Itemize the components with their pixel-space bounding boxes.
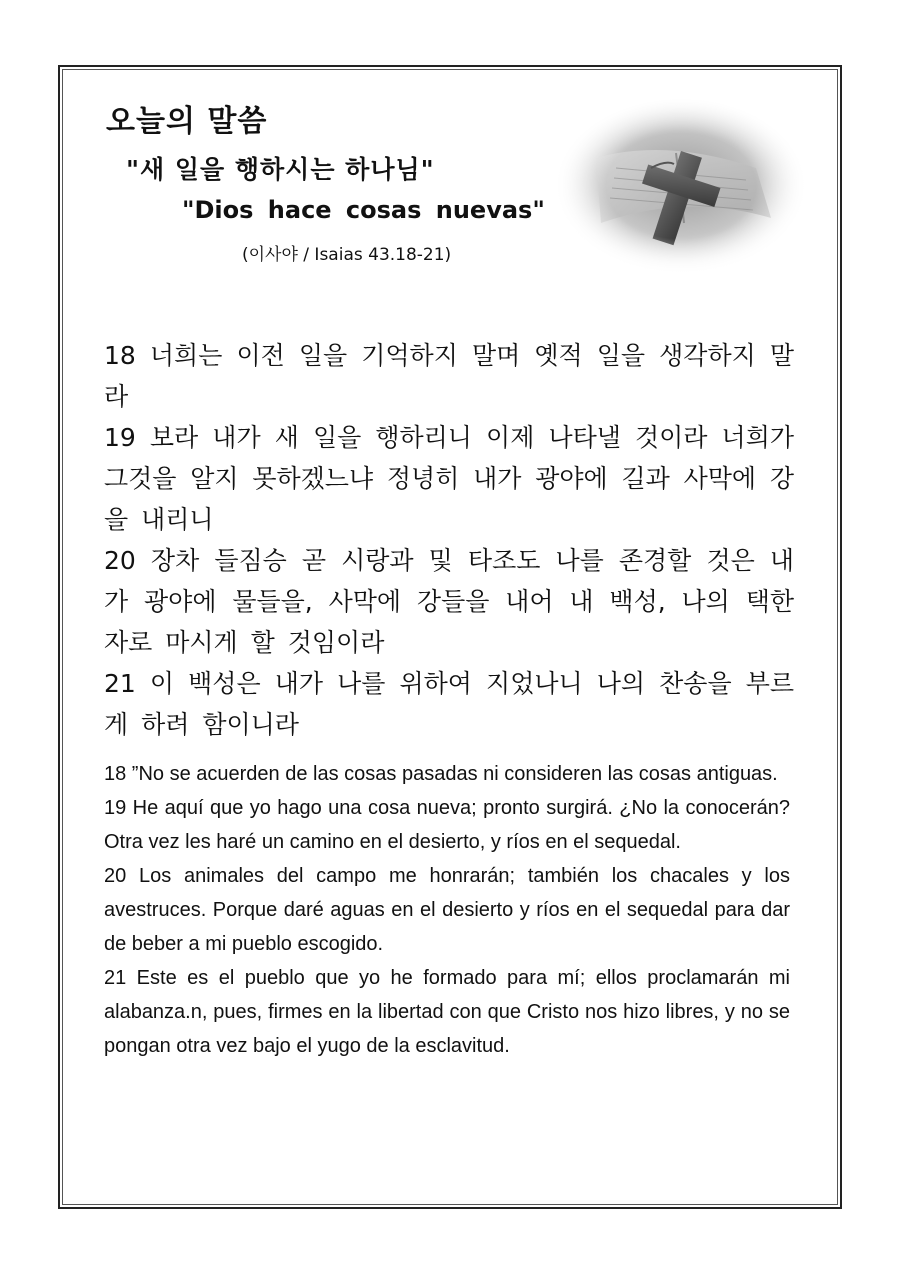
spanish-verse-20: 20 Los animales del campo me honrarán; también los chacales y los avestruces. Porque daré aguas en el desierto y ríos en el sequedal para dar de beber a mi pueblo escogido. (104, 865, 790, 955)
scripture-reference: (이사야 / Isaias 43.18-21) (242, 245, 452, 265)
korean-verses (104, 335, 794, 745)
page-heading: 오늘의 말씀 (106, 104, 268, 139)
sermon-title-spanish: "Dios hace cosas nuevas" (182, 196, 545, 224)
spanish-verses (104, 757, 790, 1063)
korean-verse-18: 18 너희는 이전 일을 기억하지 말며 옛적 일을 생각하지 말라 (104, 341, 794, 411)
bible-cross-icon (556, 98, 806, 274)
korean-verse-19: 19 보라 내가 새 일을 행하리니 이제 나타낼 것이라 너희가 그것을 알지 못하겠느냐 정녕히 내가 광야에 길과 사막에 강을 내리니 (104, 423, 794, 534)
sermon-title-korean: "새 일을 행하시는 하나님" (126, 155, 435, 184)
spanish-verse-19: 19 He aquí que yo hago una cosa nueva; pronto surgirá. ¿No la conocerán? Otra vez les haré un camino en el desierto, y ríos en el sequedal. (104, 797, 790, 853)
spanish-verse-18: 18 ”No se acuerden de las cosas pasadas ni consideren las cosas antiguas. (104, 763, 778, 785)
spanish-verse-21: 21 Este es el pueblo que yo he formado para mí; ellos proclamarán mi alabanza.n, pues, firmes en la libertad con que Cristo nos hizo libres, y no se pongan otra vez bajo el yugo de la esclavitud. (104, 967, 790, 1057)
korean-verse-21: 21 이 백성은 내가 나를 위하여 지었나니 나의 찬송을 부르게 하려 함이니라 (104, 669, 794, 739)
korean-verse-20: 20 장차 들짐승 곧 시랑과 및 타조도 나를 존경할 것은 내가 광야에 물들을, 사막에 강들을 내어 내 백성, 나의 택한 자로 마시게 할 것임이라 (104, 546, 794, 657)
